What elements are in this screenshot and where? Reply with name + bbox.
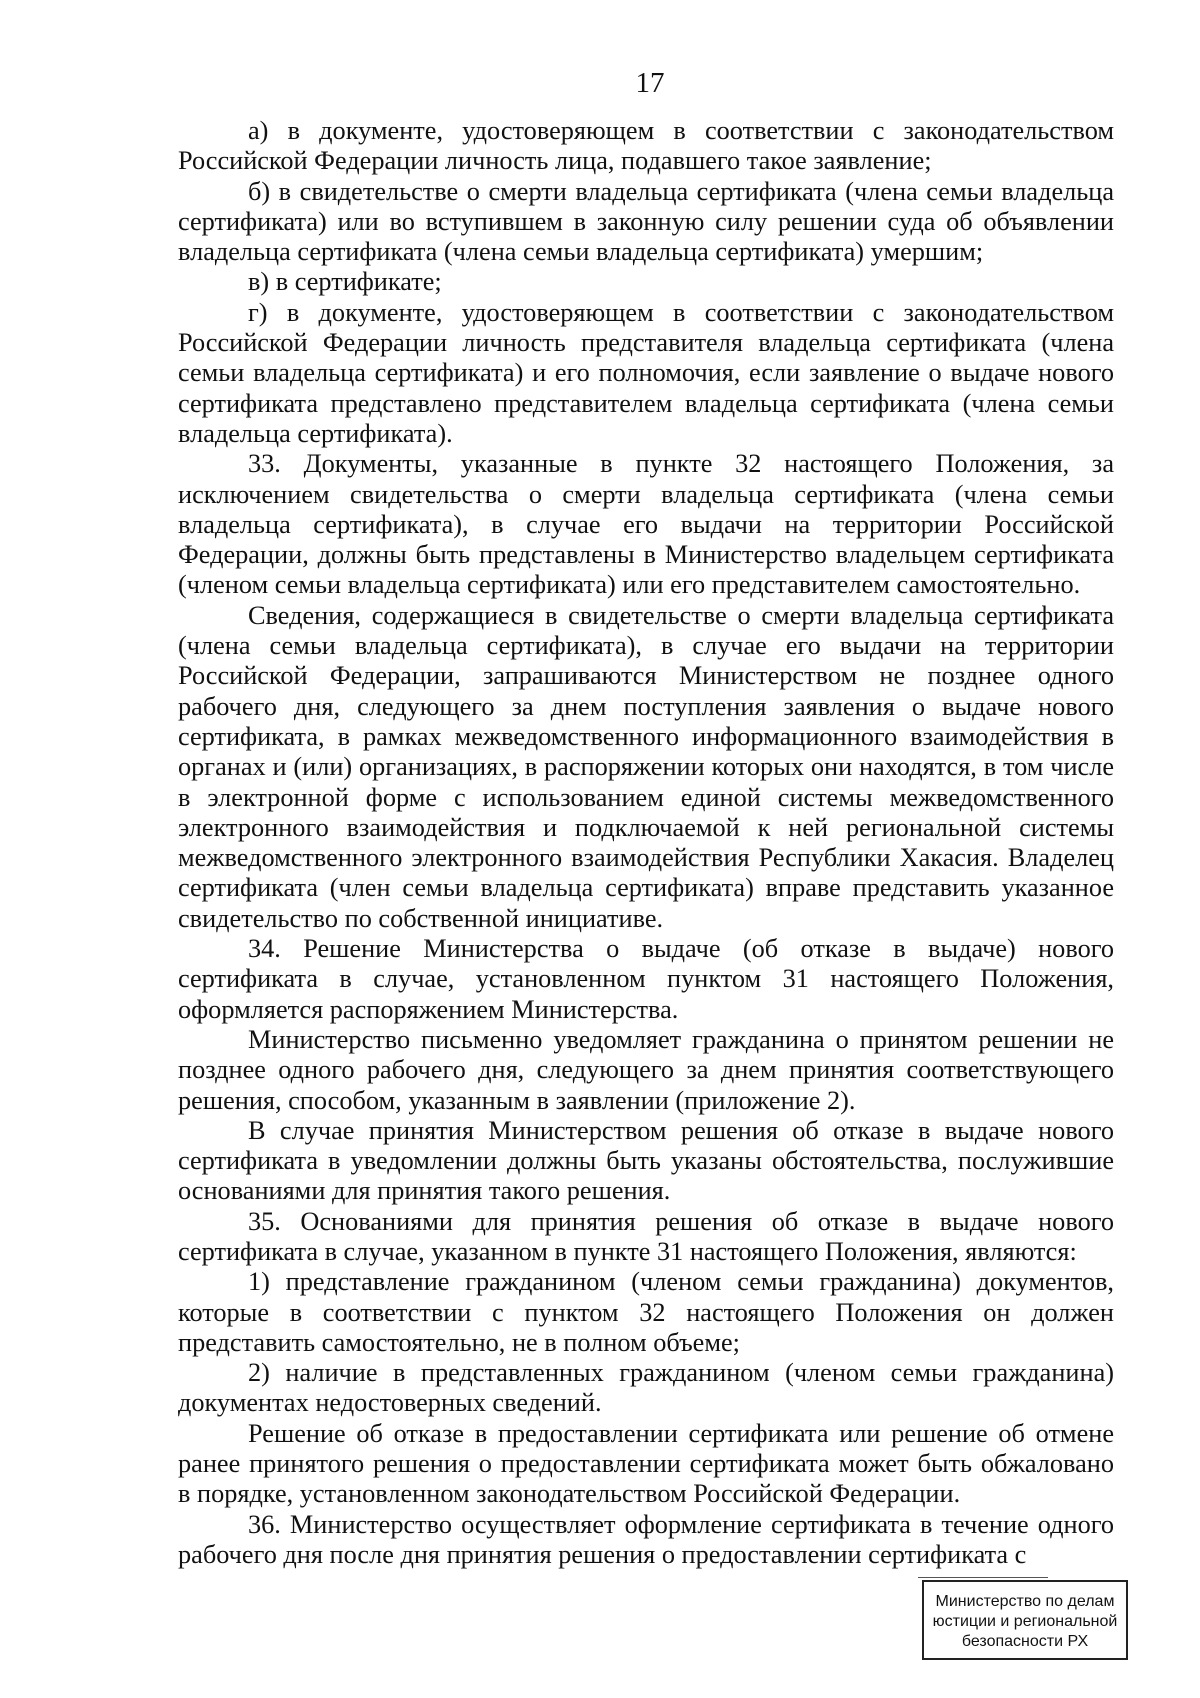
paragraph-clause-35-item-2: 2) наличие в представленных гражданином (членом семьи гражданина) документах недостоверных сведений. <box>178 1358 1114 1418</box>
paragraph-clause-34-notice: Министерство письменно уведомляет гражданина о принятом решении не позднее одного рабочего дня, следующего за днем принятия соответствующего решения, способом, указанным в заявлении (приложение 2). <box>178 1024 1114 1115</box>
paragraph-item-v: в) в сертификате; <box>248 267 442 297</box>
stamp-line-2: юстиции и региональной <box>932 1613 1118 1630</box>
page-number: 17 <box>635 67 665 99</box>
document-body <box>178 116 1114 1570</box>
paragraph-clause-36: 36. Министерство осуществляет оформление сертификата в течение одного рабочего дня после дня принятия решения о предоставлении сертификата с <box>178 1509 1114 1569</box>
paragraph-item-b: б) в свидетельстве о смерти владельца сертификата (члена семьи владельца сертификата) или во вступившем в законную силу решении суда об объявлении владельца сертификата (члена семьи владельца сертификата) умершим; <box>178 176 1114 267</box>
paragraph-clause-34: 34. Решение Министерства о выдаче (об отказе в выдаче) нового сертификата в случае, установленном пунктом 31 настоящего Положения, оформляется распоряжением Министерства. <box>178 934 1114 1024</box>
paragraph-clause-33-details: Сведения, содержащиеся в свидетельстве о смерти владельца сертификата (члена семьи владельца сертификата), в случае его выдачи на территории Российской Федерации, запрашиваются Министерством не позднее одного рабочего дня, следующего за днем поступления заявления о выдаче нового сертификата, в рамках межведомственного информационного взаимодействия в органах и (или) организациях, в распоряжении которых они находятся, в том числе в электронной форме с использованием единой системы межведомственного электронного взаимодействия и подключаемой к ней региональной системы межведомственного электронного взаимодействия Республики Хакасия. Владелец сертификата (член семьи владельца сертификата) вправе представить указанное свидетельство по собственной инициативе. <box>178 600 1114 933</box>
stamp-line-3: безопасности РХ <box>961 1633 1089 1650</box>
paragraph-appeal: Решение об отказе в предоставлении сертификата или решение об отмене ранее принятого решения о предоставлении сертификата может быть обжаловано в порядке, установленном законодательством Российской Федерации. <box>178 1418 1114 1509</box>
paragraph-clause-34-refusal: В случае принятия Министерством решения об отказе в выдаче нового сертификата в уведомлении должны быть указаны обстоятельства, послужившие основаниями для принятия такого решения. <box>178 1115 1114 1206</box>
paragraph-item-a: а) в документе, удостоверяющем в соответствии с законодательством Российской Федерации личность лица, подавшего такое заявление; <box>178 116 1114 176</box>
paragraph-clause-33: 33. Документы, указанные в пункте 32 настоящего Положения, за исключением свидетельства о смерти владельца сертификата (члена семьи владельца сертификата), в случае его выдачи на территории Российской Федерации, должны быть представлены в Министерство владельцем сертификата (членом семьи владельца сертификата) или его представителем самостоятельно. <box>178 449 1114 600</box>
paragraph-clause-35: 35. Основаниями для принятия решения об отказе в выдаче нового сертификата в случае, указанном в пункте 31 настоящего Положения, являются: <box>178 1206 1114 1266</box>
paragraph-clause-35-item-1: 1) представление гражданином (членом семьи гражданина) документов, которые в соответствии с пунктом 32 настоящего Положения он должен представить самостоятельно, не в полном объеме; <box>178 1267 1114 1357</box>
stamp-line-1: Министерство по делам <box>935 1593 1115 1610</box>
ministry-stamp <box>922 1580 1128 1660</box>
paragraph-item-g: г) в документе, удостоверяющем в соответствии с законодательством Российской Федерации личность представителя владельца сертификата (члена семьи владельца сертификата) и его полномочия, если заявление о выдаче нового сертификата представлено представителем владельца сертификата (члена семьи владельца сертификата). <box>178 297 1114 448</box>
